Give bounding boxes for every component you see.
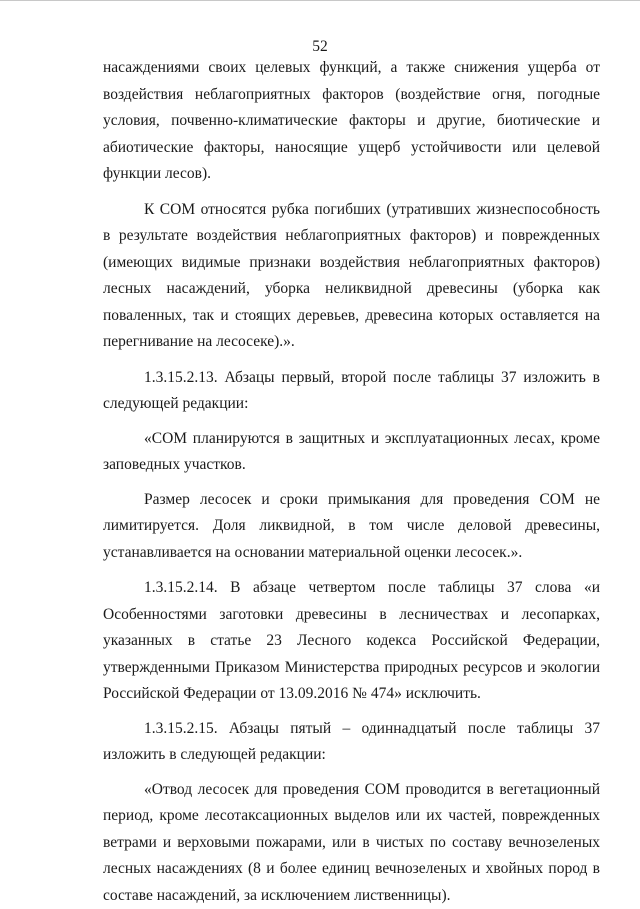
paragraph-clause-1-3-15-2-15: 1.3.15.2.15. Абзацы пятый – одиннадцатый после таблицы 37 изложить в следующей редакции: xyxy=(103,716,600,769)
paragraph-som-definition: К СОМ относятся рубка погибших (утративших жизнеспособность в результате воздействия неблагоприятных факторов) и поврежденных (имеющих видимые признаки воздействия неблагоприятных факторов) лесных насаждений, уборка неликвидной древесины (уборка как поваленных, так и стоящих деревьев, древесина которых оставляется на перегнивание на лесосеке).». xyxy=(103,197,600,356)
paragraph-som-planning: «СОМ планируются в защитных и эксплуатационных лесах, кроме заповедных участков. xyxy=(103,426,600,479)
paragraph-clause-1-3-15-2-14: 1.3.15.2.14. В абзаце четвертом после таблицы 37 слова «и Особенностями заготовки древесины в лесничествах и лесопарках, указанных в статье 23 Лесного кодекса Российской Федерации, утвержденными Приказом Министерства природных ресурсов и экологии Российской Федерации от 13.09.2016 № 474» исключить. xyxy=(103,575,600,708)
paragraph-cutting-area-size: Размер лесосек и сроки примыкания для проведения СОМ не лимитируется. Доля ликвидной, в том числе деловой древесины, устанавливается на основании материальной оценки лесосек.». xyxy=(103,487,600,567)
paragraph-continuation: насаждениями своих целевых функций, а также снижения ущерба от воздействия неблагоприятных факторов (воздействие огня, погодные условия, почвенно-климатические факторы и другие, биотические и абиотические факторы, наносящие ущерб устойчивости или целевой функции лесов). xyxy=(103,55,600,188)
paragraph-cutting-area-allotment: «Отвод лесосек для проведения СОМ проводится в вегетационный период, кроме лесотаксационных выделов или их частей, поврежденных ветрами и верховыми пожарами, или в чистых по составу вечнозеленых лесных насаждениях (8 и более единиц вечнозеленых и хвойных пород в составе насаждений, за исключением лиственницы). xyxy=(103,777,600,909)
page-number: 52 xyxy=(0,37,640,57)
paragraph-clause-1-3-15-2-13: 1.3.15.2.13. Абзацы первый, второй после таблицы 37 изложить в следующей редакции: xyxy=(103,365,600,418)
scan-top-edge xyxy=(0,0,640,1)
document-body xyxy=(103,55,600,909)
